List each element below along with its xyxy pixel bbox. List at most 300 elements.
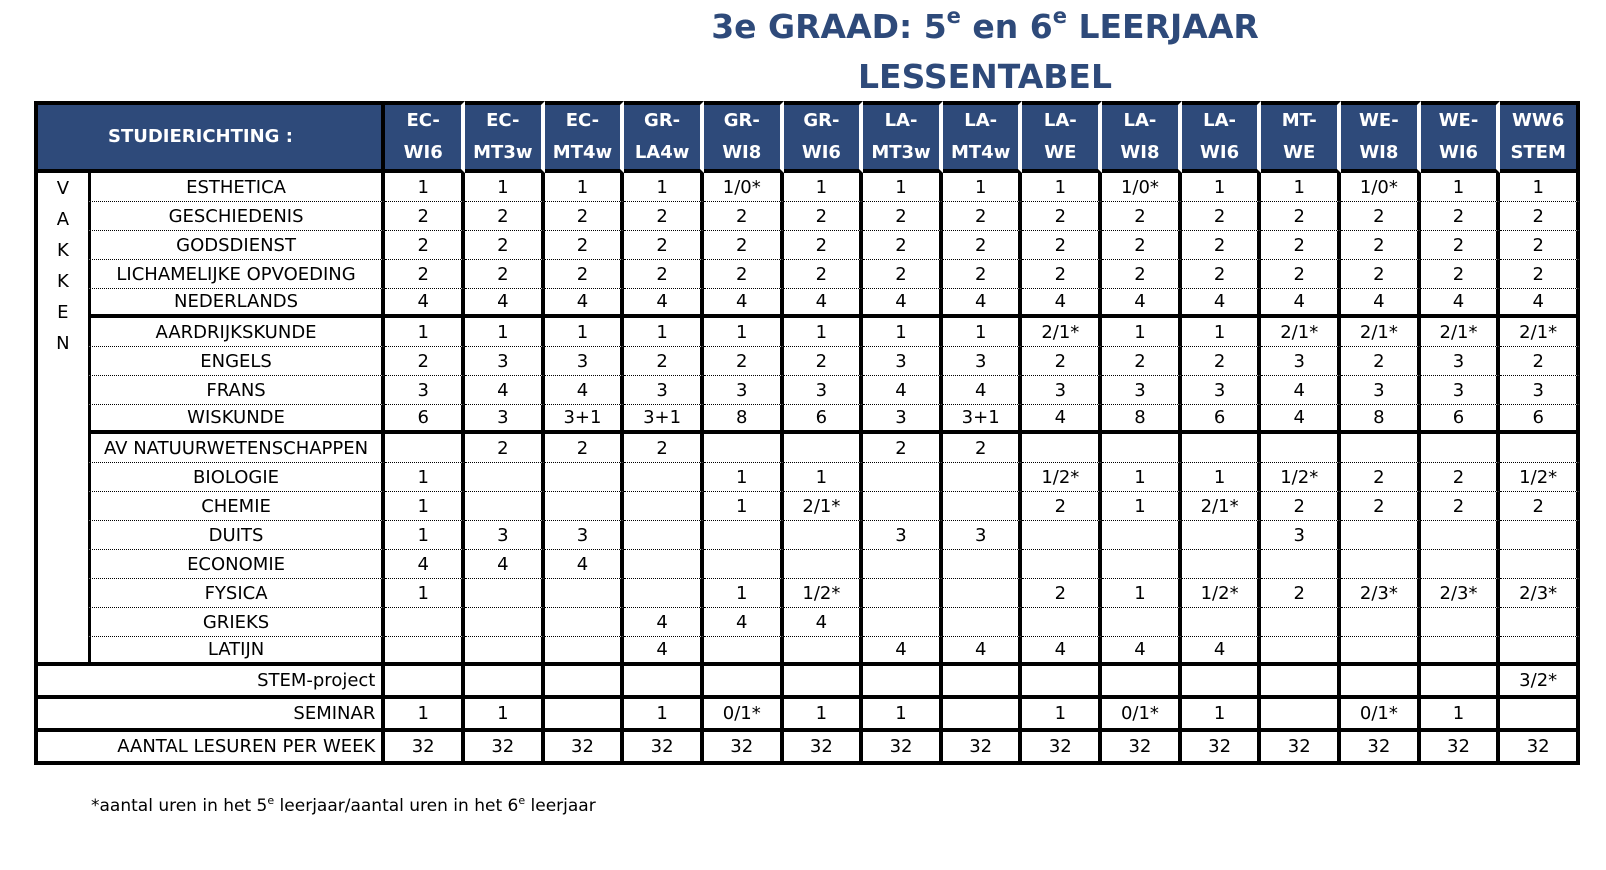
value-cell: 2: [1102, 347, 1182, 376]
value-cell: [1102, 608, 1182, 637]
value-cell: [784, 521, 864, 550]
table-row: [34, 521, 1580, 550]
value-cell: 4: [863, 637, 943, 666]
value-cell: [863, 579, 943, 608]
table-row: [34, 608, 1580, 637]
value-cell: 4: [1102, 289, 1182, 318]
value-cell: [1500, 637, 1580, 666]
value-cell: 32: [704, 732, 784, 765]
value-cell: 1: [385, 579, 465, 608]
value-cell: [1182, 550, 1262, 579]
value-cell: 2: [1500, 202, 1580, 231]
value-cell: [545, 608, 625, 637]
value-cell: 3: [1022, 376, 1102, 405]
column-header-line: MT4w: [950, 142, 1011, 163]
column-header-line: WI6: [403, 142, 443, 163]
column-header-line: LA-: [1043, 110, 1077, 131]
value-cell: 3: [465, 347, 545, 376]
value-cell: 3: [1102, 376, 1182, 405]
value-cell: [465, 579, 545, 608]
side-letter: V: [56, 178, 70, 199]
value-cell: 3: [1421, 376, 1501, 405]
subject-cell: FYSICA: [88, 579, 386, 608]
value-cell: [1261, 434, 1341, 463]
value-cell: 2/1*: [1182, 492, 1262, 521]
value-cell: 2: [1421, 231, 1501, 260]
column-header: [545, 101, 625, 173]
value-cell: 1: [624, 318, 704, 347]
value-cell: 1/2*: [1500, 463, 1580, 492]
value-cell: 2: [1341, 231, 1421, 260]
value-cell: 4: [1421, 289, 1501, 318]
value-cell: 4: [545, 550, 625, 579]
value-cell: [943, 492, 1023, 521]
lessentabel-table: [34, 101, 1580, 765]
value-cell: [1261, 637, 1341, 666]
value-cell: 1: [1182, 699, 1262, 732]
value-cell: 1: [704, 579, 784, 608]
value-cell: 2: [704, 202, 784, 231]
value-cell: 1: [784, 463, 864, 492]
value-cell: 3+1: [624, 405, 704, 434]
value-cell: 2/3*: [1421, 579, 1501, 608]
value-cell: [1182, 434, 1262, 463]
value-cell: [1261, 666, 1341, 699]
column-header-line: MT-: [1281, 110, 1317, 131]
value-cell: 4: [385, 289, 465, 318]
value-cell: [1421, 608, 1501, 637]
value-cell: 2/3*: [1341, 579, 1421, 608]
value-cell: [863, 608, 943, 637]
value-cell: 2: [1500, 260, 1580, 289]
value-cell: 32: [863, 732, 943, 765]
value-cell: 2: [863, 434, 943, 463]
value-cell: [545, 637, 625, 666]
value-cell: 2: [943, 202, 1023, 231]
value-cell: [624, 666, 704, 699]
value-cell: [385, 637, 465, 666]
value-cell: 8: [704, 405, 784, 434]
value-cell: [1182, 666, 1262, 699]
value-cell: 2: [624, 347, 704, 376]
value-cell: [1421, 637, 1501, 666]
subject-cell: WISKUNDE: [88, 405, 386, 434]
value-cell: [1500, 699, 1580, 732]
value-cell: 2/1*: [1341, 318, 1421, 347]
value-cell: 2: [1022, 202, 1102, 231]
column-header: [784, 101, 864, 173]
value-cell: 4: [1022, 405, 1102, 434]
subject-cell: BIOLOGIE: [88, 463, 386, 492]
table-row: [34, 202, 1580, 231]
column-header: [1022, 101, 1102, 173]
column-header-line: WI6: [801, 142, 841, 163]
value-cell: 4: [704, 289, 784, 318]
value-cell: 4: [1261, 376, 1341, 405]
value-cell: [863, 666, 943, 699]
subject-cell: AV NATUURWETENSCHAPPEN: [88, 434, 386, 463]
value-cell: 2: [465, 434, 545, 463]
value-cell: 2/1*: [1500, 318, 1580, 347]
table-row: [34, 405, 1580, 434]
value-cell: 32: [1022, 732, 1102, 765]
value-cell: 4: [465, 289, 545, 318]
value-cell: [624, 463, 704, 492]
page-title: 3e GRAAD: 5e en 6e LEERJAAR: [711, 4, 1259, 46]
value-cell: 0/1*: [704, 699, 784, 732]
value-cell: 4: [704, 608, 784, 637]
table-row: [34, 231, 1580, 260]
subject-cell: ECONOMIE: [88, 550, 386, 579]
value-cell: 2: [1182, 347, 1262, 376]
value-cell: 4: [465, 550, 545, 579]
value-cell: [545, 492, 625, 521]
value-cell: 1/0*: [704, 173, 784, 202]
value-cell: [784, 434, 864, 463]
table-row: [34, 579, 1580, 608]
value-cell: 3+1: [545, 405, 625, 434]
value-cell: [1500, 521, 1580, 550]
value-cell: [863, 550, 943, 579]
value-cell: [784, 666, 864, 699]
value-cell: 2: [1500, 231, 1580, 260]
value-cell: 1: [704, 492, 784, 521]
value-cell: 1: [863, 173, 943, 202]
value-cell: 1/0*: [1102, 173, 1182, 202]
value-cell: 1: [943, 318, 1023, 347]
value-cell: 1: [1500, 173, 1580, 202]
value-cell: 2: [943, 231, 1023, 260]
value-cell: [863, 463, 943, 492]
value-cell: 32: [1182, 732, 1262, 765]
column-header-line: WE: [1283, 142, 1316, 163]
value-cell: 3: [1182, 376, 1262, 405]
value-cell: 2: [1022, 231, 1102, 260]
value-cell: [863, 492, 943, 521]
column-header: [1500, 101, 1580, 173]
value-cell: [465, 463, 545, 492]
value-cell: 0/1*: [1102, 699, 1182, 732]
table-row: [34, 463, 1580, 492]
table-row: [34, 637, 1580, 666]
value-cell: 1: [1022, 173, 1102, 202]
column-header: [465, 101, 545, 173]
value-cell: [624, 492, 704, 521]
value-cell: 1: [1022, 699, 1102, 732]
value-cell: 1: [1182, 463, 1262, 492]
value-cell: 4: [1500, 289, 1580, 318]
value-cell: 1: [863, 318, 943, 347]
value-cell: 2/1*: [1022, 318, 1102, 347]
column-header-line: LA4w: [634, 142, 690, 163]
value-cell: 4: [624, 289, 704, 318]
value-cell: 2: [1182, 202, 1262, 231]
value-cell: 32: [624, 732, 704, 765]
column-header-line: WI8: [722, 142, 762, 163]
value-cell: 1: [1102, 463, 1182, 492]
table-row: [34, 434, 1580, 463]
column-header-line: WI6: [1438, 142, 1479, 163]
value-cell: 1/2*: [1182, 579, 1262, 608]
value-cell: 2: [1261, 579, 1341, 608]
table-row: [34, 173, 1580, 202]
value-cell: [1102, 434, 1182, 463]
value-cell: 2: [1022, 492, 1102, 521]
value-cell: 3: [1500, 376, 1580, 405]
value-cell: [465, 666, 545, 699]
value-cell: 4: [1341, 289, 1421, 318]
value-cell: [943, 608, 1023, 637]
header-row: [34, 101, 1580, 173]
value-cell: 2: [1022, 579, 1102, 608]
column-header-line: LA-: [1203, 110, 1237, 131]
value-cell: 4: [624, 608, 704, 637]
summary-row: [34, 666, 1580, 699]
value-cell: 4: [943, 289, 1023, 318]
value-cell: 2: [1500, 347, 1580, 376]
value-cell: 6: [1500, 405, 1580, 434]
value-cell: 3: [1341, 376, 1421, 405]
value-cell: [385, 608, 465, 637]
value-cell: [1341, 666, 1421, 699]
page-subtitle: LESSENTABEL: [858, 57, 1112, 96]
value-cell: 2: [1102, 260, 1182, 289]
value-cell: [1022, 434, 1102, 463]
column-header-line: LA-: [884, 110, 918, 131]
column-header-line: STEM: [1510, 142, 1566, 163]
value-cell: 4: [1022, 289, 1102, 318]
value-cell: 2: [1182, 260, 1262, 289]
value-cell: 2: [385, 260, 465, 289]
value-cell: 1/2*: [784, 579, 864, 608]
value-cell: 2: [1261, 492, 1341, 521]
value-cell: [1182, 521, 1262, 550]
value-cell: 32: [1102, 732, 1182, 765]
value-cell: 4: [1182, 637, 1262, 666]
value-cell: 1: [385, 521, 465, 550]
value-cell: 2/1*: [784, 492, 864, 521]
value-cell: 2/1*: [1261, 318, 1341, 347]
value-cell: 4: [624, 637, 704, 666]
value-cell: [1341, 434, 1421, 463]
value-cell: 2: [545, 260, 625, 289]
value-cell: [704, 521, 784, 550]
value-cell: [545, 579, 625, 608]
column-header: [624, 101, 704, 173]
value-cell: 2: [863, 231, 943, 260]
value-cell: 0/1*: [1341, 699, 1421, 732]
value-cell: [1102, 521, 1182, 550]
value-cell: 1/2*: [1261, 463, 1341, 492]
column-header-line: EC-: [406, 110, 440, 131]
value-cell: 1: [784, 173, 864, 202]
value-cell: 32: [1421, 732, 1501, 765]
value-cell: 1: [704, 318, 784, 347]
column-header-line: WE-: [1359, 110, 1399, 131]
value-cell: 1: [545, 318, 625, 347]
value-cell: [1500, 608, 1580, 637]
value-cell: 1: [1421, 699, 1501, 732]
value-cell: 2: [784, 202, 864, 231]
table-row: [34, 260, 1580, 289]
value-cell: 2: [1421, 202, 1501, 231]
value-cell: 32: [1500, 732, 1580, 765]
value-cell: 2: [545, 434, 625, 463]
summary-row: [34, 732, 1580, 765]
value-cell: 3: [863, 347, 943, 376]
table-row: [34, 347, 1580, 376]
value-cell: 2: [385, 202, 465, 231]
value-cell: 2: [624, 434, 704, 463]
subject-cell: GESCHIEDENIS: [88, 202, 386, 231]
value-cell: 2: [1261, 202, 1341, 231]
value-cell: 1: [943, 173, 1023, 202]
column-header-line: EC-: [486, 110, 520, 131]
value-cell: 32: [943, 732, 1023, 765]
side-letter: K: [56, 271, 69, 292]
value-cell: 3: [784, 376, 864, 405]
table-row: [34, 550, 1580, 579]
value-cell: [545, 463, 625, 492]
value-cell: [1421, 550, 1501, 579]
value-cell: 1: [1102, 492, 1182, 521]
value-cell: [545, 666, 625, 699]
column-header-line: GR-: [723, 110, 760, 131]
value-cell: 1: [385, 699, 465, 732]
subject-cell: GODSDIENST: [88, 231, 386, 260]
value-cell: 1: [465, 173, 545, 202]
value-cell: 8: [1102, 405, 1182, 434]
value-cell: 1: [863, 699, 943, 732]
value-cell: 2: [1261, 231, 1341, 260]
value-cell: 4: [1261, 289, 1341, 318]
value-cell: 2: [1022, 347, 1102, 376]
value-cell: 3: [624, 376, 704, 405]
value-cell: 32: [465, 732, 545, 765]
subject-cell: ESTHETICA: [88, 173, 386, 202]
value-cell: [943, 550, 1023, 579]
value-cell: 6: [385, 405, 465, 434]
value-cell: [1022, 608, 1102, 637]
value-cell: 2: [1022, 260, 1102, 289]
value-cell: [943, 666, 1023, 699]
value-cell: 1: [1182, 173, 1262, 202]
value-cell: 3: [465, 405, 545, 434]
value-cell: [1102, 666, 1182, 699]
value-cell: [385, 434, 465, 463]
value-cell: 1/2*: [1022, 463, 1102, 492]
value-cell: [465, 492, 545, 521]
value-cell: 3: [943, 521, 1023, 550]
subject-cell: CHEMIE: [88, 492, 386, 521]
value-cell: 2: [704, 347, 784, 376]
column-header-line: WE: [1044, 142, 1077, 163]
column-header: [943, 101, 1023, 173]
value-cell: 1: [1421, 173, 1501, 202]
value-cell: 1: [385, 318, 465, 347]
value-cell: 1: [1102, 579, 1182, 608]
value-cell: 1: [1102, 318, 1182, 347]
value-cell: 3: [943, 347, 1023, 376]
column-header-line: EC-: [565, 110, 600, 131]
value-cell: [704, 637, 784, 666]
value-cell: 2: [385, 231, 465, 260]
value-cell: 2: [1341, 463, 1421, 492]
value-cell: [1341, 637, 1421, 666]
value-cell: 3: [545, 347, 625, 376]
value-cell: 1: [465, 318, 545, 347]
footnote: *aantal uren in het 5e leerjaar/aantal uren in het 6e leerjaar: [91, 794, 596, 816]
value-cell: 2: [1421, 492, 1501, 521]
value-cell: [465, 608, 545, 637]
value-cell: 2: [1341, 202, 1421, 231]
value-cell: [1261, 699, 1341, 732]
value-cell: 2: [624, 202, 704, 231]
value-cell: 4: [863, 376, 943, 405]
value-cell: 2: [863, 260, 943, 289]
value-cell: 4: [1182, 289, 1262, 318]
table-row: [34, 289, 1580, 318]
value-cell: [943, 579, 1023, 608]
value-cell: 2: [1182, 231, 1262, 260]
value-cell: 2: [704, 231, 784, 260]
summary-row: [34, 699, 1580, 732]
column-header-line: GR-: [644, 110, 681, 131]
value-cell: 2: [545, 231, 625, 260]
value-cell: 6: [1182, 405, 1262, 434]
value-cell: 2: [1421, 463, 1501, 492]
column-header-line: WI8: [1359, 142, 1399, 163]
value-cell: [784, 550, 864, 579]
value-cell: [624, 550, 704, 579]
value-cell: [624, 521, 704, 550]
value-cell: 8: [1341, 405, 1421, 434]
column-header-line: LA-: [964, 110, 998, 131]
column-header: [1341, 101, 1421, 173]
value-cell: [545, 699, 625, 732]
column-header: [863, 101, 943, 173]
value-cell: [1341, 550, 1421, 579]
value-cell: 1: [385, 173, 465, 202]
column-header-line: WW6: [1512, 110, 1565, 131]
value-cell: 3: [545, 521, 625, 550]
value-cell: [385, 666, 465, 699]
value-cell: [1341, 521, 1421, 550]
value-cell: [704, 666, 784, 699]
value-cell: [1421, 434, 1501, 463]
value-cell: 2: [624, 260, 704, 289]
value-cell: 32: [784, 732, 864, 765]
value-cell: 3: [1421, 347, 1501, 376]
summary-label: AANTAL LESUREN PER WEEK: [34, 732, 385, 765]
value-cell: [1022, 521, 1102, 550]
value-cell: 32: [385, 732, 465, 765]
value-cell: [1421, 521, 1501, 550]
value-cell: 4: [863, 289, 943, 318]
value-cell: [1261, 550, 1341, 579]
value-cell: 2: [1341, 260, 1421, 289]
value-cell: 1/0*: [1341, 173, 1421, 202]
value-cell: [1500, 434, 1580, 463]
table-row: [34, 376, 1580, 405]
table-row: [34, 318, 1580, 347]
subject-cell: AARDRIJKSKUNDE: [88, 318, 386, 347]
column-header-line: WE-: [1438, 110, 1479, 131]
value-cell: 3+1: [943, 405, 1023, 434]
value-cell: [1022, 666, 1102, 699]
side-letter: E: [57, 302, 69, 323]
value-cell: 4: [1261, 405, 1341, 434]
